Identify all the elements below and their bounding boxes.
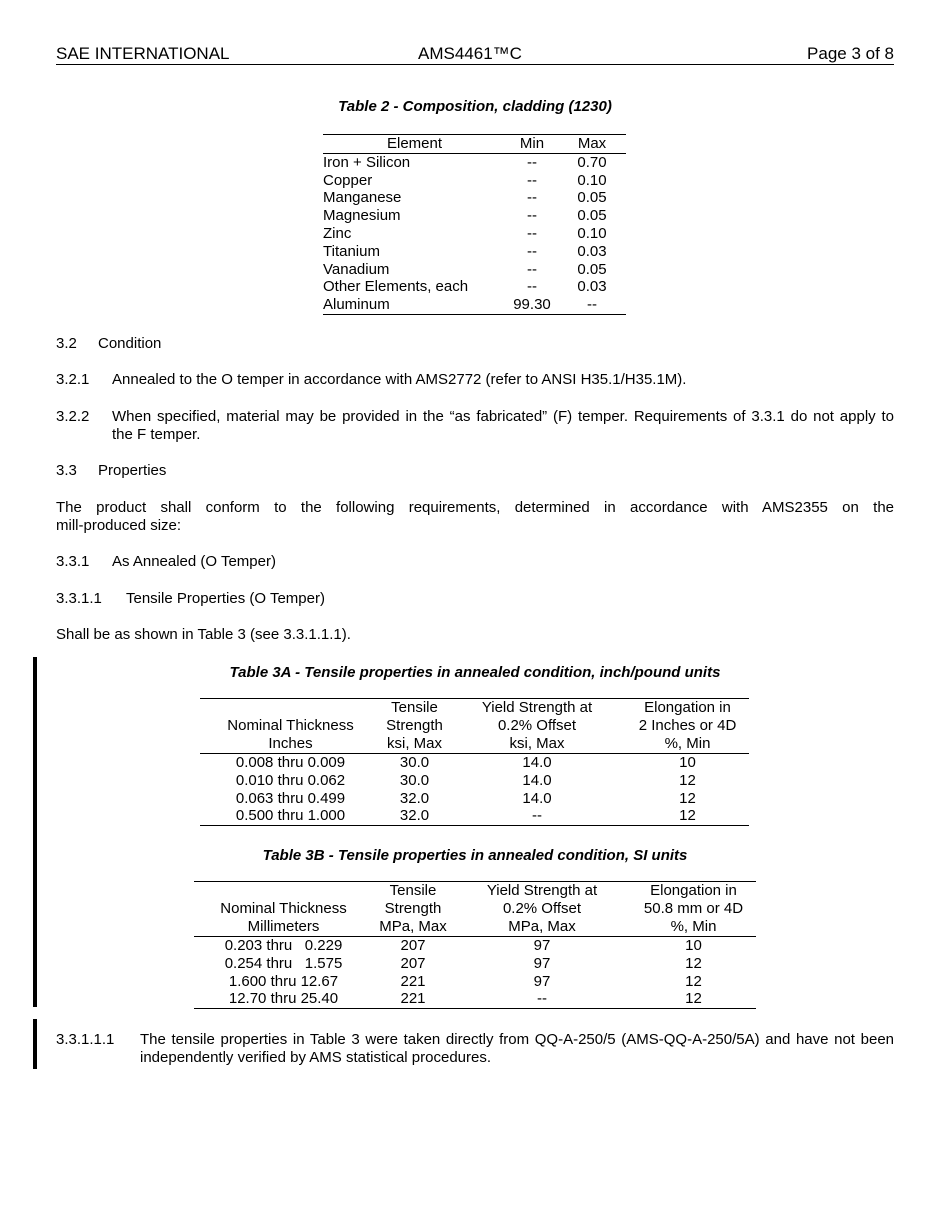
table-header-row (200, 699, 749, 754)
column-header-line (200, 699, 381, 717)
paragraph-line: The product shall conform to the following requirements, determined in accordance with AMS2355 on the (56, 499, 894, 516)
table-cell: 30.0 (399, 771, 430, 789)
table-cell: 10 (679, 754, 696, 771)
section-3-3-1-1-1 (56, 1031, 894, 1066)
section-number: 3.3 (56, 462, 77, 479)
table-cell: 12 (679, 789, 696, 807)
column-header-line: Tensile (391, 699, 438, 716)
column-header-line: MPa, Max (508, 918, 576, 935)
table-row (200, 754, 749, 772)
column-header-line: 0.2% Offset (497, 717, 577, 734)
column-header-line: Nominal Thickness (227, 717, 354, 734)
section-heading: Properties (98, 462, 167, 479)
section-number: 3.2 (56, 335, 77, 352)
column-header-line: ksi, Max (386, 735, 442, 752)
table-cell: Aluminum (323, 296, 390, 314)
table-cell: -- (527, 260, 537, 278)
section-3-2-2 (56, 408, 894, 443)
table-cell: -- (527, 171, 537, 189)
table-cell: 1.600 thru 12.67 (228, 972, 339, 990)
table-header-row (194, 882, 756, 937)
table-row (194, 937, 756, 955)
table-cell: 0.063 thru 0.499 (235, 789, 346, 807)
column-header: Element (323, 135, 506, 154)
column-header-line: 0.2% Offset (502, 900, 582, 917)
header-page-number: Page 3 of 8 (807, 44, 894, 63)
column-header (200, 699, 381, 754)
column-header-line (194, 882, 373, 900)
table-cell: 10 (685, 937, 702, 954)
table-row (194, 973, 756, 991)
column-header-line: Elongation in (650, 882, 737, 899)
table-cell: 221 (400, 972, 426, 990)
table-row (200, 807, 749, 825)
table3a-caption: Table 3A - Tensile properties in annealed condition, inch/pound units (229, 664, 721, 681)
paragraph-line: The tensile properties in Table 3 were taken directly from QQ-A-250/5 (AMS-QQ-A-250/5A) and have not been (140, 1031, 894, 1048)
column-header-line: Millimeters (247, 918, 320, 935)
table-cell: -- (527, 207, 537, 225)
column-header-line: 2 Inches or 4D (638, 717, 737, 734)
section-heading: Tensile Properties (O Temper) (126, 590, 325, 607)
column-header (631, 882, 756, 937)
section-3-3-1 (56, 553, 276, 571)
table-reference-paragraph: Shall be as shown in Table 3 (see 3.3.1.1.1). (56, 626, 351, 643)
table-cell: 12.70 thru 25.40 (228, 990, 339, 1008)
column-header-line: Strength (386, 717, 443, 734)
table-cell: 30.0 (399, 754, 430, 771)
table-cell: 97 (533, 954, 551, 972)
table-cell: 0.500 thru 1.000 (235, 807, 346, 825)
column-header-line: Tensile (389, 882, 437, 899)
table-cell: 97 (533, 937, 551, 954)
paragraph-line: independently verified by AMS statistical procedures. (140, 1049, 492, 1066)
table-cell: -- (527, 153, 537, 171)
paragraph-line: mill-produced size: (56, 517, 182, 534)
table-row (323, 207, 626, 225)
paragraph-text: Annealed to the O temper in accordance with AMS2772 (refer to ANSI H35.1/H35.1M). (112, 371, 687, 388)
table-cell: 12 (685, 954, 702, 972)
table-cell: -- (587, 296, 597, 314)
table-row (194, 990, 756, 1008)
table3b-caption: Table 3B - Tensile properties in annealed condition, SI units (262, 847, 688, 864)
section-3-3-paragraph (56, 499, 894, 535)
column-header-line: 50.8 mm or 4D (643, 900, 744, 917)
table-cell: 12 (685, 972, 702, 990)
table-cell: 0.70 (577, 153, 607, 171)
section-number: 3.3.1.1.1 (56, 1031, 115, 1048)
table-cell: 32.0 (399, 807, 430, 825)
table-cell: -- (527, 242, 537, 260)
column-header (194, 882, 373, 937)
table-cell: 0.03 (577, 242, 607, 260)
column-header-line: ksi, Max (509, 735, 565, 752)
table-cell: 0.05 (577, 207, 607, 225)
table-cell: Vanadium (323, 260, 390, 278)
table-row (323, 153, 626, 171)
composition-table (323, 134, 626, 315)
column-header-line: Nominal Thickness (220, 900, 347, 917)
table-cell: 14.0 (522, 754, 552, 771)
table-cell: 99.30 (513, 296, 551, 314)
table-row (323, 261, 626, 279)
table-cell: Magnesium (323, 207, 401, 225)
column-header (381, 699, 448, 754)
table-row (323, 225, 626, 243)
table-cell: -- (527, 189, 537, 207)
tensile-table-inch (200, 698, 749, 826)
change-bar (33, 657, 37, 1007)
table-row (323, 189, 626, 207)
section-3-2 (56, 335, 162, 353)
table-cell: -- (527, 224, 537, 242)
table-cell: 0.10 (577, 224, 607, 242)
paragraph-line: When specified, material may be provided in the “as fabricated” (F) temper. Requirements of 3.3.1 do not apply to (112, 408, 894, 425)
table-cell: 207 (400, 954, 426, 972)
section-number: 3.3.1 (56, 553, 90, 570)
table-row (194, 955, 756, 973)
column-header-line: Strength (384, 900, 442, 917)
table-header-row (323, 135, 626, 154)
table-row (200, 790, 749, 808)
table-cell: 0.05 (577, 189, 607, 207)
section-3-3 (56, 462, 167, 480)
table-cell: 14.0 (522, 771, 552, 789)
column-header (453, 882, 631, 937)
column-header (626, 699, 749, 754)
table-cell: 12 (685, 990, 702, 1008)
table-cell: 12 (679, 771, 696, 789)
table-cell: -- (537, 990, 547, 1008)
column-header-line: Yield Strength at (486, 882, 598, 899)
column-header-line: Elongation in (644, 699, 731, 716)
table2-caption: Table 2 - Composition, cladding (1230) (338, 98, 612, 115)
table-cell: -- (532, 807, 542, 825)
table-cell: 0.008 thru 0.009 (235, 754, 346, 771)
column-header (373, 882, 453, 937)
table-row (323, 243, 626, 261)
page-header (56, 44, 894, 65)
section-number: 3.2.2 (56, 408, 90, 425)
table-cell: 0.254 thru 1.575 (224, 954, 343, 972)
table-cell: Copper (323, 171, 373, 189)
table-row (200, 772, 749, 790)
table-cell: Manganese (323, 189, 402, 207)
section-3-2-1 (56, 371, 894, 389)
table-cell: 0.05 (577, 260, 607, 278)
table-cell: 0.203 thru 0.229 (224, 937, 343, 954)
section-3-3-1-1 (56, 590, 325, 608)
table-cell: 0.010 thru 0.062 (235, 771, 346, 789)
paragraph-line: the F temper. (112, 426, 201, 443)
header-doc-number: AMS4461™C (418, 44, 522, 63)
section-heading: As Annealed (O Temper) (112, 553, 276, 570)
column-header-line: %, Min (670, 918, 717, 935)
column-header-line: Yield Strength at (481, 699, 593, 716)
table-cell: Other Elements, each (323, 278, 469, 296)
table-cell: Iron + Silicon (323, 153, 411, 171)
table-row (323, 172, 626, 190)
table-cell: 97 (533, 972, 551, 990)
table-cell: 0.03 (577, 278, 607, 296)
table-cell: Titanium (323, 242, 380, 260)
section-number: 3.3.1.1 (56, 590, 102, 607)
table-cell: 0.10 (577, 171, 607, 189)
table-cell: 221 (400, 990, 426, 1008)
table-row (323, 296, 626, 314)
header-org: SAE INTERNATIONAL (56, 44, 230, 63)
section-number: 3.2.1 (56, 371, 90, 388)
table-cell: 14.0 (522, 789, 552, 807)
tensile-table-si (194, 881, 756, 1009)
column-header (448, 699, 626, 754)
table-cell: 32.0 (399, 789, 430, 807)
change-bar (33, 1019, 37, 1069)
column-header: Max (558, 135, 626, 154)
table-cell: Zinc (323, 224, 352, 242)
table-row (323, 278, 626, 296)
table-cell: -- (527, 278, 537, 296)
column-header: Min (506, 135, 558, 154)
column-header-line: %, Min (664, 735, 711, 752)
table-cell: 12 (679, 807, 696, 825)
table-cell: 207 (400, 937, 426, 954)
section-heading: Condition (98, 335, 162, 352)
column-header-line: Inches (268, 735, 313, 752)
column-header-line: MPa, Max (379, 918, 447, 935)
